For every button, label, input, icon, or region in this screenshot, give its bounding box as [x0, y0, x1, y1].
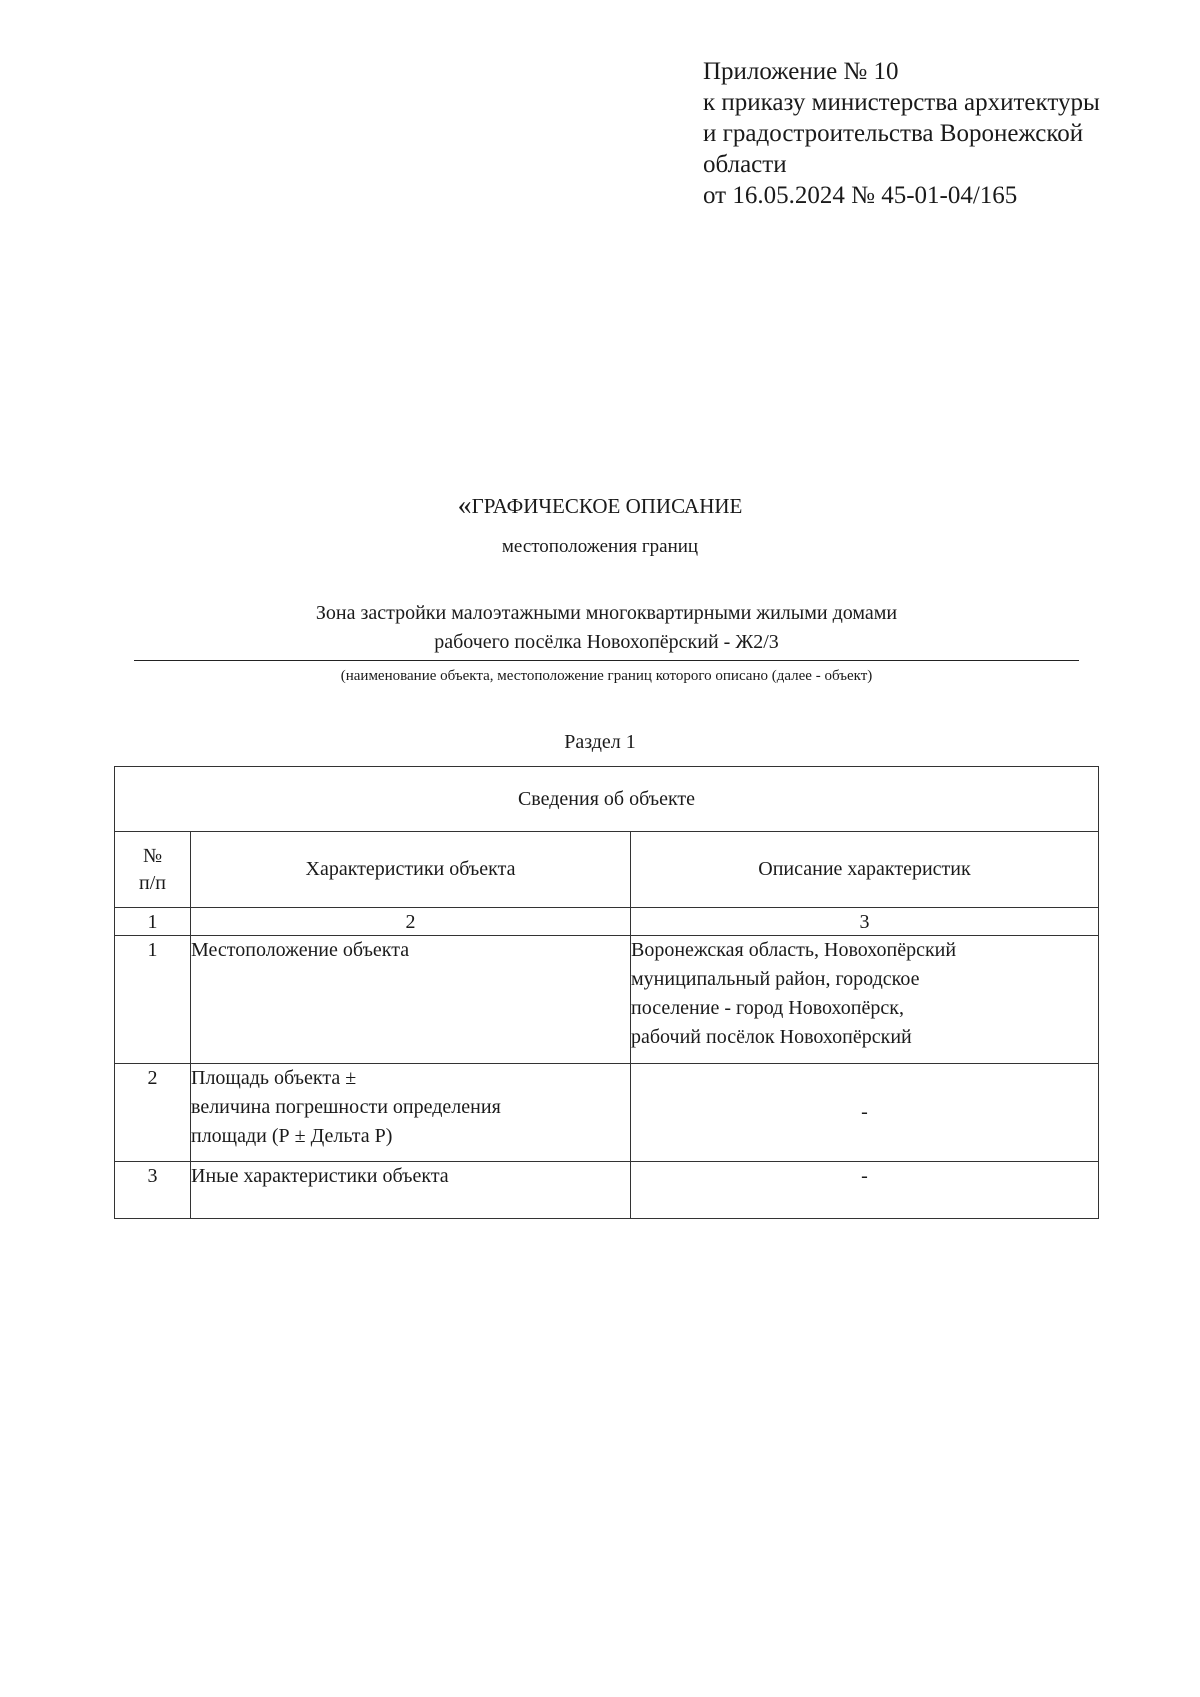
- object-name-line: Зона застройки малоэтажными многоквартирными жилыми домами: [315, 602, 898, 624]
- document-title: [0, 492, 1200, 520]
- row-description: -: [631, 1064, 1099, 1162]
- table-header-row: [115, 832, 1099, 908]
- object-info-table: [114, 766, 1099, 1219]
- table-row: [115, 1162, 1099, 1219]
- row-num: 3: [115, 1162, 191, 1219]
- row-description: -: [631, 1162, 1099, 1219]
- object-name: [134, 599, 1079, 657]
- row-description-line: рабочий посёлок Новохопёрский: [631, 1026, 912, 1048]
- header-num-line: п/п: [139, 871, 166, 894]
- table-row: [115, 936, 1099, 1064]
- header-num-line: №: [142, 844, 163, 867]
- header-description: Описание характеристик: [631, 832, 1099, 908]
- appendix-line: к приказу министерства архитектуры: [703, 89, 1100, 116]
- column-index: 2: [191, 908, 631, 936]
- row-description-line: Воронежская область, Новохопёрский: [631, 939, 957, 961]
- title-quote: «: [457, 490, 472, 521]
- row-characteristic-line: Местоположение объекта: [191, 939, 410, 961]
- column-index: 1: [115, 908, 191, 936]
- object-note: (наименование объекта, местоположение границ которого описано (далее - объект): [340, 668, 873, 684]
- row-characteristic: [191, 1162, 631, 1219]
- section-heading: Раздел 1: [564, 731, 636, 753]
- row-description-line: поселение - город Новохопёрск,: [631, 997, 904, 1019]
- appendix-block: [703, 56, 1173, 211]
- row-characteristic: [191, 1064, 631, 1162]
- row-characteristic-line: Площадь объекта ±: [191, 1067, 357, 1089]
- appendix-line: и градостроительства Воронежской: [703, 120, 1084, 147]
- appendix-line: области: [703, 151, 787, 178]
- object-name-line: рабочего посёлка Новохопёрский - Ж2/3: [434, 631, 779, 653]
- row-characteristic-line: площади (Р ± Дельта Р): [191, 1125, 393, 1147]
- row-characteristic: [191, 936, 631, 1064]
- row-characteristic-line: величина погрешности определения: [191, 1096, 501, 1118]
- table-row: [115, 1064, 1099, 1162]
- header-characteristic: Характеристики объекта: [191, 832, 631, 908]
- row-description-line: муниципальный район, городское: [631, 968, 920, 990]
- row-characteristic-line: Иные характеристики объекта: [191, 1165, 449, 1187]
- header-num: [115, 832, 191, 908]
- table-caption-row: [115, 767, 1099, 832]
- table-caption: Сведения об объекте: [115, 767, 1099, 832]
- appendix-line: Приложение № 10: [703, 58, 899, 85]
- column-index: 3: [631, 908, 1099, 936]
- row-num: 1: [115, 936, 191, 1064]
- document-subtitle: местоположения границ: [501, 536, 699, 557]
- column-index-row: [115, 908, 1099, 936]
- row-description: [631, 936, 1099, 1064]
- object-underline: [134, 660, 1079, 661]
- row-num: 2: [115, 1064, 191, 1162]
- title-text: ГРАФИЧЕСКОЕ ОПИСАНИЕ: [471, 494, 743, 518]
- appendix-line: от 16.05.2024 № 45-01-04/165: [703, 182, 1018, 209]
